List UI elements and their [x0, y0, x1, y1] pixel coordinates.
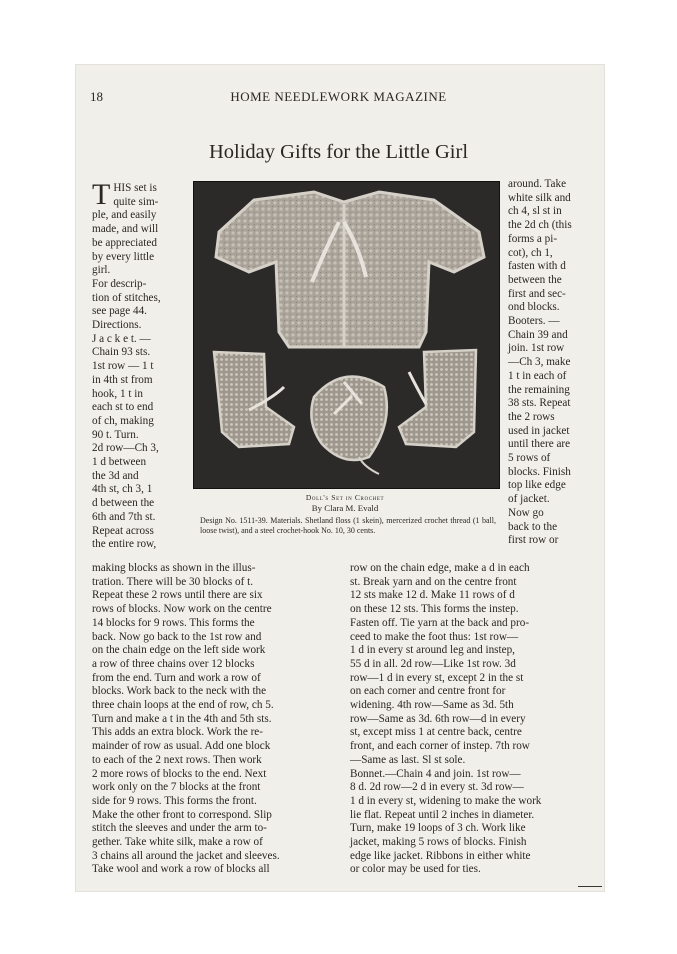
- text-line: forms a pi-: [508, 232, 558, 245]
- text-line: the 2d ch (this: [508, 219, 572, 232]
- text-line: 38 sts. Repeat: [508, 397, 571, 410]
- text-line: on these 12 sts. This forms the instep.: [350, 603, 519, 616]
- text-line: Take wool and work a row of blocks all: [92, 863, 270, 876]
- text-line: until there are: [508, 438, 571, 451]
- text-line: Bonnet.—Chain 4 and join. 1st row—: [350, 767, 521, 780]
- text-line: back to the: [508, 520, 558, 533]
- text-line: the remaining: [508, 383, 570, 396]
- text-line: HIS set is: [113, 182, 157, 194]
- text-line: made, and will: [92, 223, 159, 236]
- text-line: row on the chain edge, make a d in each: [350, 562, 530, 574]
- text-line: tration. There will be 30 blocks of t.: [92, 575, 254, 588]
- text-line: back. Now go back to the 1st row and: [92, 630, 262, 643]
- running-header: HOME NEEDLEWORK MAGAZINE: [230, 89, 447, 104]
- text-line: first and sec-: [508, 287, 566, 300]
- text-line: ceed to make the foot thus: 1st row—: [350, 630, 519, 643]
- text-line: three chain loops at the end of row, ch 5.: [92, 699, 274, 712]
- text-line: For descrip-: [92, 277, 147, 290]
- text-line: side for 9 rows. This forms the front.: [92, 794, 257, 807]
- text-line: gether. Take white silk, make a row of: [92, 836, 263, 849]
- text-line: This adds an extra block. Work the re-: [92, 726, 264, 739]
- crochet-set-illustration: [194, 182, 499, 488]
- text-line: from the end. Turn and work a row of: [92, 671, 261, 684]
- text-line: 4th st, ch 3, 1: [92, 483, 153, 496]
- text-line: girl.: [92, 264, 111, 277]
- text-line: —Same as last. Sl st sole.: [350, 753, 466, 766]
- text-line: top like edge: [508, 479, 566, 492]
- text-line: Booters. —: [508, 315, 560, 328]
- text-line: 2 more rows of blocks to the end. Next: [92, 767, 267, 780]
- text-line: a row of three chains over 12 blocks: [92, 657, 255, 670]
- text-line: by every little: [92, 250, 155, 263]
- text-line: between the: [508, 273, 562, 286]
- text-line: white silk and: [508, 191, 571, 204]
- text-line: Repeat these 2 rows until there are six: [92, 589, 263, 602]
- text-line: cot), ch 1,: [508, 246, 553, 259]
- text-line: in 4th st from: [92, 373, 153, 386]
- text-line: blocks. Work back to the neck with the: [92, 685, 267, 698]
- text-line: Turn and make a t in the 4th and 5th sts.: [92, 712, 272, 725]
- text-line: around. Take: [508, 178, 567, 190]
- text-line: ple, and easily: [92, 209, 157, 222]
- text-line: 55 d in all. 2d row—Like 1st row. 3d: [350, 657, 516, 670]
- end-rule: [578, 886, 602, 887]
- text-line: 1 d in every st, widening to make the work: [350, 794, 542, 807]
- text-line: used in jacket: [508, 424, 570, 437]
- text-line: st, except miss 1 at centre back, centre: [350, 726, 522, 739]
- text-line: 1 d in every st around leg and instep,: [350, 644, 515, 657]
- text-line: quite sim-: [113, 195, 159, 208]
- text-line: edge like jacket. Ribbons in either white: [350, 849, 531, 862]
- text-line: Fasten off. Tie yarn at the back and pro-: [350, 616, 530, 629]
- text-line: making blocks as shown in the illus-: [92, 562, 256, 574]
- text-line: the 2 rows: [508, 410, 555, 423]
- text-line: each st to end: [92, 401, 154, 414]
- text-line: of jacket.: [508, 493, 550, 506]
- drop-cap: T: [92, 178, 111, 211]
- text-line: 12 sts make 12 d. Make 11 rows of d: [350, 589, 515, 602]
- text-line: on each corner and centre front for: [350, 685, 506, 698]
- text-line: be appreciated: [92, 236, 157, 249]
- column-bottom-right: [350, 562, 594, 877]
- text-line: see page 44.: [92, 305, 147, 318]
- text-line: tion of stitches,: [92, 291, 161, 304]
- text-line: row—1 d in every st, except 2 in the st: [350, 671, 524, 684]
- directions-jacket: [92, 278, 180, 552]
- text-line: the entire row,: [92, 538, 157, 551]
- text-line: the 3d and: [92, 469, 139, 482]
- dolls-set-photo: [193, 181, 500, 489]
- text-line: 1 d between: [92, 456, 147, 469]
- text-line: ch 4, sl st in: [508, 205, 562, 218]
- text-line: front, and each corner of instep. 7th row: [350, 740, 530, 753]
- text-line: 1st row — 1 t: [92, 360, 154, 373]
- text-line: jacket, making 5 rows of blocks. Finish: [350, 836, 527, 849]
- text-line: st. Break yarn and on the centre front: [350, 575, 517, 588]
- text-line: ond blocks.: [508, 301, 560, 314]
- text-line: 5 rows of: [508, 452, 551, 465]
- column-left: [92, 178, 180, 552]
- text-line: 90 t. Turn.: [92, 428, 139, 441]
- photo-caption-materials: Design No. 1511-39. Materials. Shetland floss (1 skein), mercerized crochet thread (1 ball, loose twist), and a steel crochet-hook No. 10, 30 cents.: [200, 516, 496, 535]
- photo-caption-author: By Clara M. Evald: [311, 503, 379, 513]
- text-line: J a c k e t. —: [92, 332, 151, 345]
- text-line: row—Same as 3d. 6th row—d in every: [350, 712, 526, 725]
- text-line: Make the other front to correspond. Slip: [92, 808, 272, 821]
- text-line: —Ch 3, make: [508, 356, 571, 369]
- text-line: Repeat across: [92, 524, 154, 537]
- text-line: join. 1st row: [508, 342, 565, 355]
- text-line: Chain 39 and: [508, 328, 568, 341]
- text-line: 2d row—Ch 3,: [92, 442, 159, 455]
- text-line: stitch the sleeves and under the arm to-: [92, 822, 267, 835]
- text-line: 6th and 7th st.: [92, 510, 156, 523]
- text-line: d between the: [92, 497, 155, 510]
- text-line: work only on the 7 blocks at the front: [92, 781, 261, 794]
- text-line: or color may be used for ties.: [350, 863, 481, 876]
- text-line: Now go: [508, 506, 544, 519]
- text-line: 1 t in each of: [508, 369, 567, 382]
- column-bottom-left: [92, 562, 336, 877]
- text-line: lie flat. Repeat until 2 inches in diameter.: [350, 808, 535, 821]
- text-line: Turn, make 19 loops of 3 ch. Work like: [350, 822, 526, 835]
- text-line: 14 blocks for 9 rows. This forms the: [92, 616, 255, 629]
- text-line: rows of blocks. Now work on the centre: [92, 603, 272, 616]
- text-line: on the chain edge on the left side work: [92, 644, 266, 657]
- text-line: hook, 1 t in: [92, 387, 143, 400]
- article-title: Holiday Gifts for the Little Girl: [208, 141, 469, 163]
- text-line: blocks. Finish: [508, 465, 571, 478]
- text-line: fasten with d: [508, 260, 566, 273]
- text-line: 8 d. 2d row—2 d in every st. 3d row—: [350, 781, 524, 794]
- text-line: to each of the 2 next rows. Then work: [92, 753, 262, 766]
- text-line: mainder of row as usual. Add one block: [92, 740, 271, 753]
- text-line: widening. 4th row—Same as 3d. 5th: [350, 699, 514, 712]
- text-line: of ch, making: [92, 414, 154, 427]
- column-right: [508, 178, 594, 548]
- text-line: 3 chains all around the jacket and sleeves.: [92, 849, 280, 862]
- photo-caption-title: Doll's Set in Crochet: [305, 493, 385, 502]
- text-line: first row or: [508, 534, 559, 547]
- page-number: 18: [90, 89, 103, 104]
- text-line: Chain 93 sts.: [92, 346, 151, 359]
- text-line: Directions.: [92, 319, 142, 332]
